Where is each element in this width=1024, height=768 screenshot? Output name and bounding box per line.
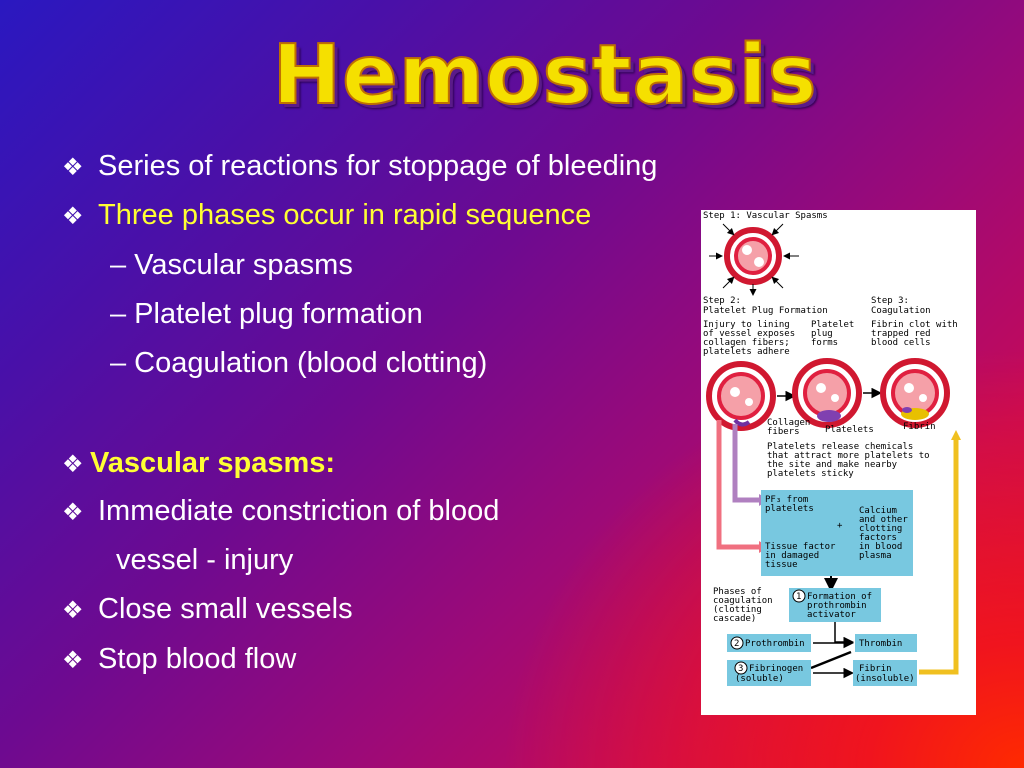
release-text-line: that attract more platelets to — [767, 451, 930, 461]
slide-title: Hemostasis — [272, 28, 818, 123]
purple-flow-arrow — [735, 424, 759, 500]
hemostasis-diagram-svg — [701, 210, 976, 715]
vascular-spasm-vessel-icon — [709, 224, 799, 294]
collagen-label: Collagen — [767, 418, 811, 428]
diamond-bullet-icon: ❖ — [62, 203, 84, 230]
tissue-factor-label: tissue — [765, 560, 798, 570]
fibrin-label: Fibrin — [903, 422, 936, 432]
phase3-number: 3 — [738, 664, 744, 674]
bullet-item — [62, 593, 353, 626]
fibrinogen-label: (soluble) — [735, 674, 784, 684]
bullet-item — [62, 150, 657, 183]
collagen-label: fibers — [767, 427, 800, 437]
platelet-plug-icon — [795, 361, 859, 425]
step2-label: Step 2: — [703, 296, 741, 306]
bullet-text: Immediate constriction of blood — [98, 495, 500, 527]
step2-title: Platelet Plug Formation — [703, 306, 828, 316]
calcium-label: in blood — [859, 542, 903, 552]
vessel-injury-icon — [709, 364, 773, 428]
bullet-item — [62, 643, 296, 676]
bullet-continuation: vessel - injury — [116, 544, 294, 576]
phases-label: Phases of — [713, 587, 762, 597]
calcium-label: factors — [859, 533, 897, 543]
pf3-label: platelets — [765, 504, 814, 514]
phase1-number: 1 — [796, 592, 802, 602]
phases-label: coagulation — [713, 596, 773, 606]
bullet-text: Series of reactions for stoppage of bleeding — [98, 150, 658, 182]
injury-desc-line: Injury to lining — [703, 320, 790, 330]
pink-flow-arrow — [719, 420, 759, 547]
release-text-line: Platelets release chemicals — [767, 442, 914, 452]
tissue-factor-label: Tissue factor — [765, 542, 836, 552]
fibrin-box-label: (insoluble) — [855, 674, 915, 684]
phase-item: – Vascular spasms — [110, 249, 353, 281]
injury-desc-line: of vessel exposes — [703, 329, 796, 339]
phase1-label: prothrombin — [807, 601, 867, 611]
calcium-label: and other — [859, 515, 908, 525]
fibrin-box-label: Fibrin — [859, 664, 892, 674]
diamond-bullet-icon: ❖ — [62, 597, 84, 624]
clot-desc-line: blood cells — [871, 338, 931, 348]
diamond-bullet-icon: ❖ — [62, 451, 84, 478]
bullet-text: Three phases occur in rapid sequence — [98, 199, 592, 231]
hemostasis-diagram — [701, 210, 976, 715]
tissue-factor-label: in damaged — [765, 551, 820, 561]
phase2-number: 2 — [734, 639, 740, 649]
fibrinogen-label: Fibrinogen — [749, 664, 804, 674]
injury-desc-line: collagen fibers; — [703, 338, 790, 348]
phase1-label: Formation of — [807, 592, 873, 602]
thrombin-label: Thrombin — [859, 639, 903, 649]
plug-desc-line: Platelet — [811, 320, 855, 330]
platelets-label: Platelets — [825, 425, 874, 435]
bullet-item — [62, 199, 591, 232]
calcium-label: plasma — [859, 551, 892, 561]
step1-label: Step 1: Vascular Spasms — [703, 211, 828, 221]
clot-desc-line: trapped red — [871, 329, 931, 339]
bullet-text: Close small vessels — [98, 593, 353, 625]
diamond-bullet-icon: ❖ — [62, 154, 84, 181]
step3-label: Step 3: — [871, 296, 909, 306]
release-text-line: platelets sticky — [767, 469, 854, 479]
yellow-flow-arrow — [919, 438, 956, 672]
bullet-item — [62, 495, 499, 528]
calcium-label: clotting — [859, 524, 903, 534]
injury-desc-line: platelets adhere — [703, 347, 790, 357]
phase1-label: activator — [807, 610, 856, 620]
release-text-line: the site and make nearby — [767, 460, 898, 470]
fibrin-clot-icon — [883, 361, 947, 425]
clot-desc-line: Fibrin clot with — [871, 320, 958, 330]
diamond-bullet-icon: ❖ — [62, 647, 84, 674]
phases-label: (clotting — [713, 605, 762, 615]
section-heading — [62, 447, 335, 480]
bullet-text: Stop blood flow — [98, 643, 297, 675]
plug-desc-line: plug — [811, 329, 833, 339]
phase-item: – Platelet plug formation — [110, 298, 423, 330]
diamond-bullet-icon: ❖ — [62, 499, 84, 526]
plus-sign: + — [837, 521, 843, 531]
section-heading-text: Vascular spasms: — [90, 447, 336, 479]
calcium-label: Calcium — [859, 506, 897, 516]
step3-title: Coagulation — [871, 306, 931, 316]
plug-desc-line: forms — [811, 338, 839, 348]
prothrombin-label: Prothrombin — [745, 639, 805, 649]
pf3-label: PF₃ from — [765, 495, 809, 505]
phase-item: – Coagulation (blood clotting) — [110, 347, 488, 379]
phases-label: cascade) — [713, 614, 757, 624]
